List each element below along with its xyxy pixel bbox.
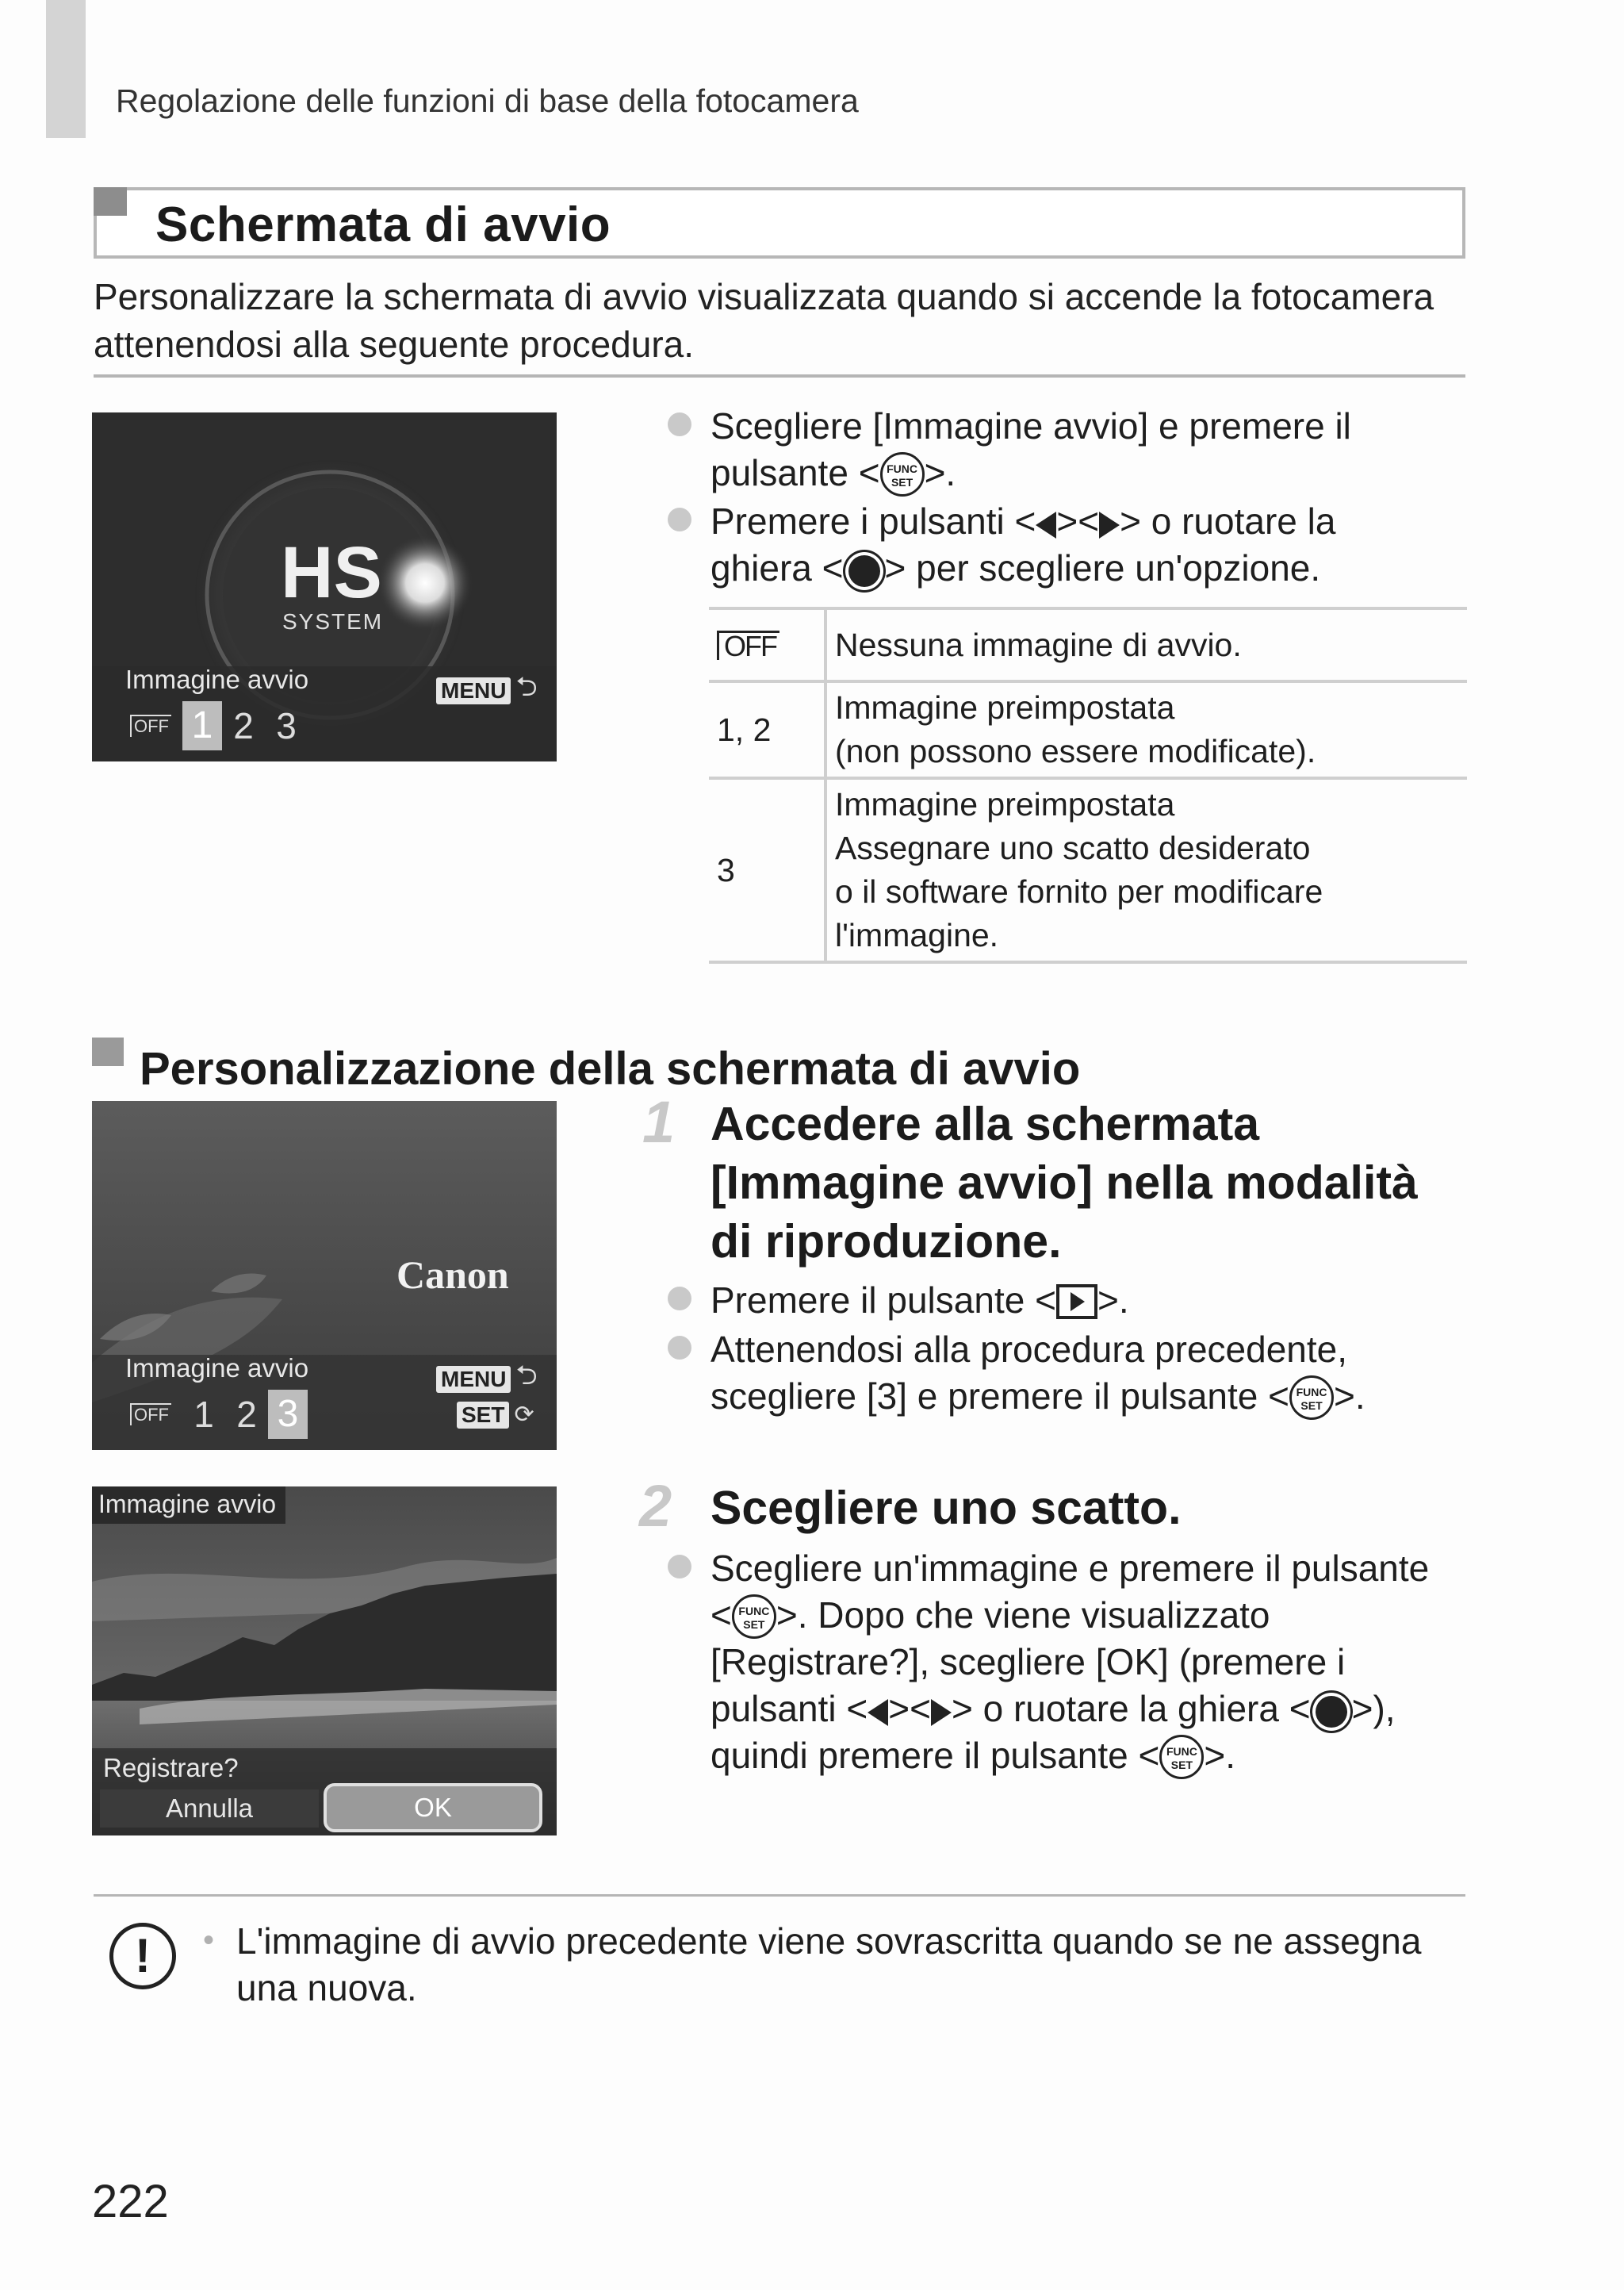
bullet-text: >. <box>1097 1279 1129 1321</box>
table-row <box>709 778 1467 962</box>
option-1-selected[interactable]: 1 <box>182 701 222 750</box>
bullet-text: Premere il pulsante < <box>710 1279 1056 1321</box>
ok-button[interactable]: OK <box>324 1783 542 1832</box>
menu-badge: MENU <box>436 677 511 704</box>
bullet-choose-startup <box>710 403 1424 497</box>
set-badge: SET <box>457 1402 509 1429</box>
subsection-marker-icon <box>92 1038 124 1066</box>
bullet-dot <box>668 508 691 531</box>
section-title: Schermata di avvio <box>155 198 611 252</box>
func-set-button-icon: FUNC SET <box>880 452 925 497</box>
startup-options-table <box>709 607 1467 964</box>
subsection-title: Personalizzazione della schermata di avvio <box>140 1043 1081 1095</box>
bullet-text: > o ruotare la ghiera < <box>710 501 1336 589</box>
register-icon: ⟳ <box>514 1402 534 1428</box>
caution-icon: ! <box>109 1923 176 1989</box>
menu-back-indicator <box>436 1356 538 1402</box>
divider <box>94 374 1465 378</box>
step-number: 1 <box>642 1089 676 1155</box>
option-3-selected[interactable]: 3 <box>268 1390 308 1439</box>
bullet-press-playback <box>710 1277 1472 1324</box>
bullet-text: Premere i pulsanti < <box>710 501 1036 542</box>
bullet-dot <box>668 1287 691 1310</box>
step-number: 2 <box>639 1473 672 1539</box>
section-marker-icon <box>94 187 127 216</box>
cancel-button[interactable]: Annulla <box>100 1789 319 1828</box>
bullet-text: >. <box>1334 1375 1365 1417</box>
table-value-cell: Immagine preimpostata (non possono essere modificate). <box>825 681 1467 778</box>
menu-badge: MENU <box>436 1366 511 1393</box>
page-number: 222 <box>92 2176 169 2227</box>
hs-logo: HS <box>281 532 382 613</box>
register-prompt: Registrare? <box>103 1753 239 1782</box>
table-value-cell: Immagine preimpostata Assegnare uno scatto desiderato o il software fornito per modificare l'immagine. <box>825 778 1467 962</box>
bullet-text: >), quindi premere il pulsante < <box>710 1688 1396 1776</box>
divider <box>94 1894 1465 1897</box>
screen-label: Immagine avvio <box>125 1353 309 1383</box>
bullet-text: >. <box>924 452 956 493</box>
set-indicator <box>457 1401 534 1429</box>
table-key-cell <box>709 608 825 681</box>
note-text: L'immagine di avvio precedente viene sovrascritta quando se ne assegna una nuova. <box>236 1920 1422 2008</box>
return-icon: ⮌ <box>515 1360 538 1390</box>
screen-label: Immagine avvio <box>125 665 309 694</box>
bullet-text: Attenendosi alla procedura precedente, scegliere [3] e premere il pulsante < <box>710 1329 1348 1417</box>
bullet-choose-image: Scegliere un'immagine e premere il pulsante < FUNC SET >. Dopo che viene visualizzato [Registrare?], scegliere [OK] (premere i pulsanti < >< > o ruotare la ghiera < >), quindi premere il pulsante < FUNC SET >. <box>710 1545 1448 1779</box>
off-option-icon[interactable]: OFF <box>130 715 171 737</box>
table-value-cell: Nessuna immagine di avvio. <box>825 608 1467 681</box>
bullet-text: > o ruotare la ghiera < <box>951 1688 1311 1729</box>
bullet-press-arrows: Premere i pulsanti < >< > o ruotare la ghiera < > per scegliere un'opzione. <box>710 501 1336 589</box>
bullet-text: > per scegliere un'opzione. <box>884 547 1321 589</box>
note-bullet: • <box>203 1923 215 1958</box>
off-option-icon[interactable]: OFF <box>130 1403 171 1425</box>
camera-screen-startup <box>92 412 557 761</box>
return-icon: ⮌ <box>515 672 538 702</box>
bullet-text: >. Dopo che viene visualizzato [Registrare?], scegliere [OK] (premere i pulsanti < <box>710 1594 1346 1729</box>
bullet-dot <box>668 1555 691 1578</box>
camera-screen-register <box>92 1486 557 1835</box>
option-2[interactable]: 2 <box>236 1394 257 1435</box>
option-3[interactable]: 3 <box>276 705 297 746</box>
startup-option-row[interactable] <box>130 701 308 750</box>
right-arrow-icon <box>931 1699 952 1726</box>
func-set-button-icon: FUNC SET <box>1159 1735 1204 1779</box>
bullet-dot <box>668 1336 691 1360</box>
screen-label: Immagine avvio <box>92 1486 285 1524</box>
right-arrow-icon <box>1099 512 1120 539</box>
bullet-choose-3 <box>710 1326 1472 1420</box>
table-row <box>709 608 1467 681</box>
step-title: Accedere alla schermata [Immagine avvio] nella modalità di riproduzione. <box>710 1098 1418 1268</box>
menu-back-indicator <box>436 668 538 713</box>
func-set-button-icon: FUNC SET <box>732 1594 776 1639</box>
control-dial-icon <box>848 555 880 587</box>
left-arrow-icon <box>1036 512 1056 539</box>
camera-screen-canon <box>92 1101 557 1450</box>
control-dial-icon <box>1316 1696 1347 1728</box>
step-title: Scegliere uno scatto. <box>710 1482 1182 1534</box>
option-1[interactable]: 1 <box>193 1394 214 1435</box>
bullet-text: >. <box>1204 1735 1236 1776</box>
bullet-text: Scegliere un'immagine e premere il pulsante < <box>710 1548 1430 1636</box>
running-head: Regolazione delle funzioni di base della fotocamera <box>116 82 859 119</box>
section-intro: Personalizzare la schermata di avvio visualizzata quando si accende la fotocamera attenendosi alla seguente procedura. <box>94 276 1434 365</box>
table-row <box>709 681 1467 778</box>
off-icon: OFF <box>717 631 779 660</box>
startup-option-row[interactable] <box>130 1390 308 1439</box>
func-set-button-icon: FUNC SET <box>1289 1375 1334 1420</box>
bullet-text: Scegliere [Immagine avvio] e premere il pulsante < <box>710 405 1351 493</box>
bullet-dot <box>668 412 691 436</box>
canon-logo: Canon <box>396 1252 509 1297</box>
left-arrow-icon <box>868 1699 888 1726</box>
chapter-tab <box>46 0 86 138</box>
option-2[interactable]: 2 <box>233 705 254 746</box>
table-key-cell: 3 <box>709 778 825 962</box>
playback-button-icon <box>1056 1284 1097 1319</box>
hs-logo-subtitle: SYSTEM <box>282 609 384 634</box>
table-key-cell: 1, 2 <box>709 681 825 778</box>
